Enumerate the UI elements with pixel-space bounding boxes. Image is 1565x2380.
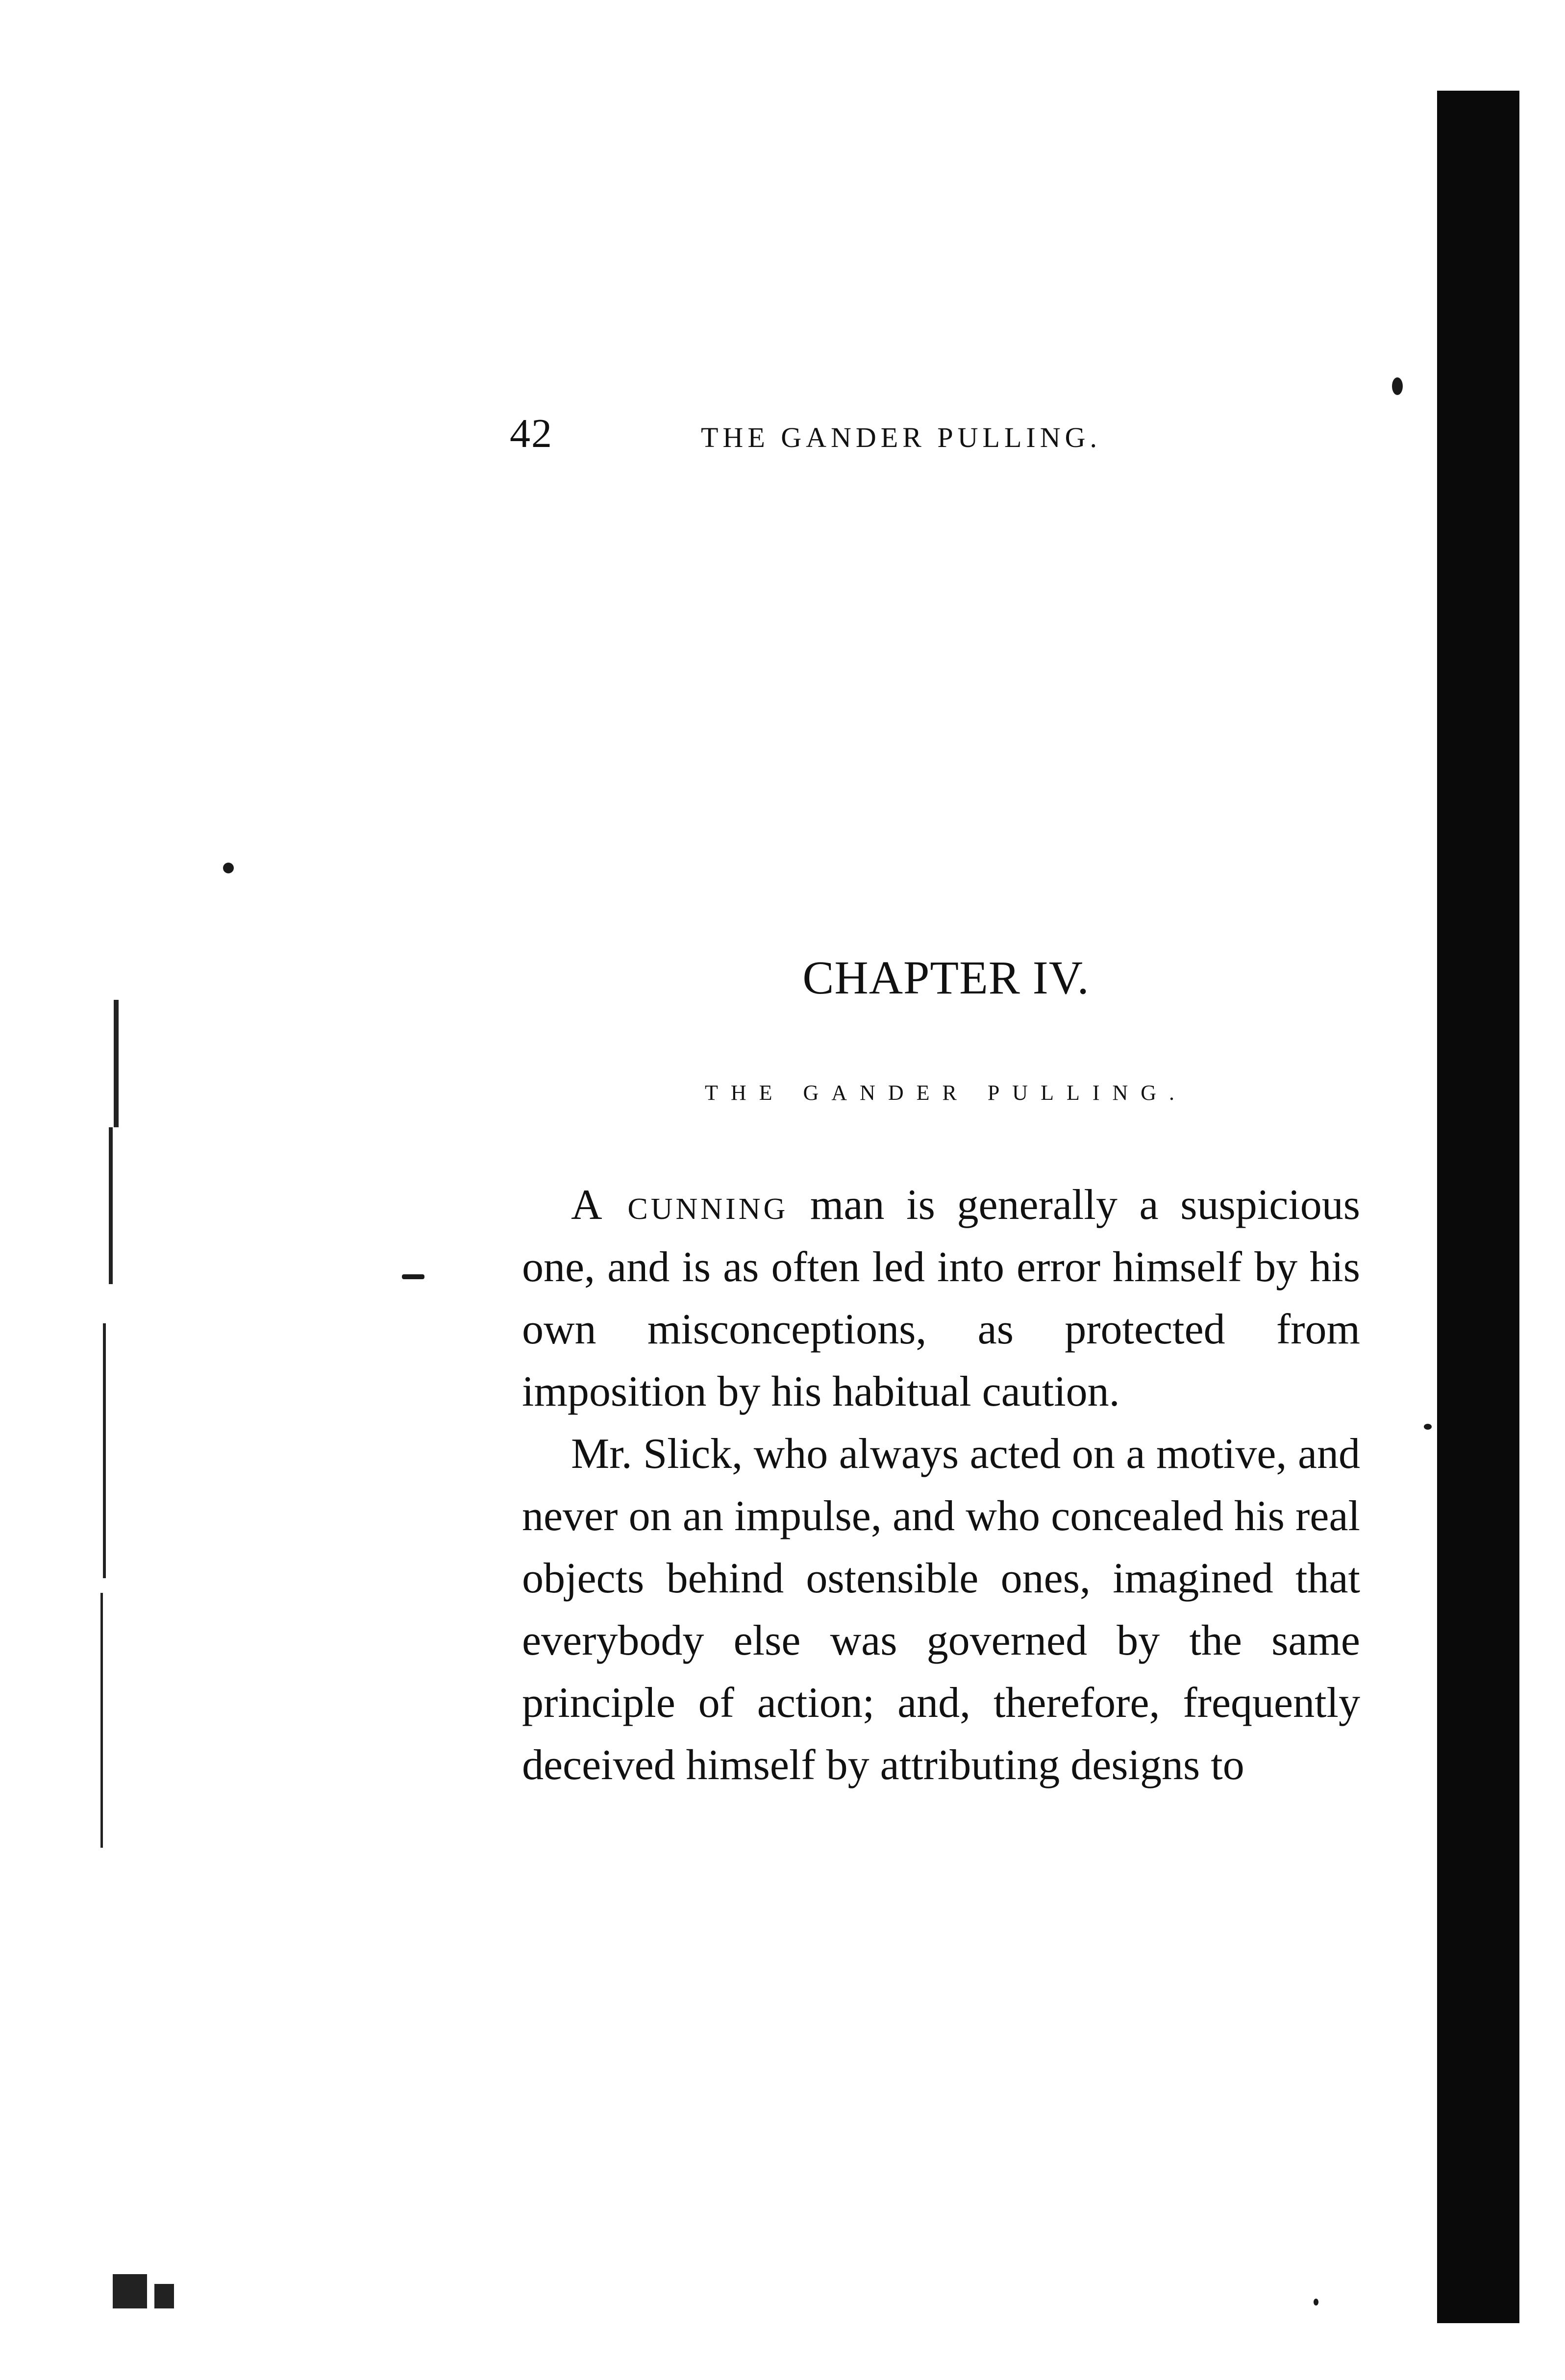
paragraph [522, 1174, 1360, 1423]
body-text [522, 1174, 1360, 1796]
paragraph-lead: A cunning [571, 1181, 789, 1229]
scan-artifact [113, 2274, 147, 2308]
scan-artifact [109, 1127, 113, 1284]
scan-artifact [1424, 1424, 1432, 1430]
scan-spine-shadow [1437, 91, 1519, 2323]
scan-artifact [223, 863, 234, 873]
scan-artifact [1392, 377, 1403, 395]
scan-artifact [114, 1000, 119, 1127]
paragraph-text: Mr. Slick, who always acted on a motive, and never on an impulse, and who concealed his real objects behind ostensible ones, imagined that everybody else was governed by the same principle of action; and, therefore, frequently deceived himself by attributing designs to [522, 1430, 1360, 1789]
paragraph-text: man is generally a suspicious one, and is as often led into error himself by his own misconceptions, as protected from imposition by his habitual caution. [522, 1181, 1360, 1415]
chapter-subtitle: THE GANDER PULLING. [704, 1081, 1188, 1105]
chapter-title: CHAPTER IV. [802, 951, 1090, 1004]
scan-artifact [154, 2284, 174, 2308]
paragraph [522, 1423, 1360, 1796]
scan-artifact [103, 1323, 106, 1578]
page-number: 42 [510, 411, 553, 456]
scan-artifact [1314, 2299, 1318, 2306]
running-title: THE GANDER PULLING. [701, 421, 1101, 453]
scan-artifact [100, 1593, 103, 1848]
running-head [510, 407, 1225, 461]
scan-artifact [402, 1274, 424, 1279]
